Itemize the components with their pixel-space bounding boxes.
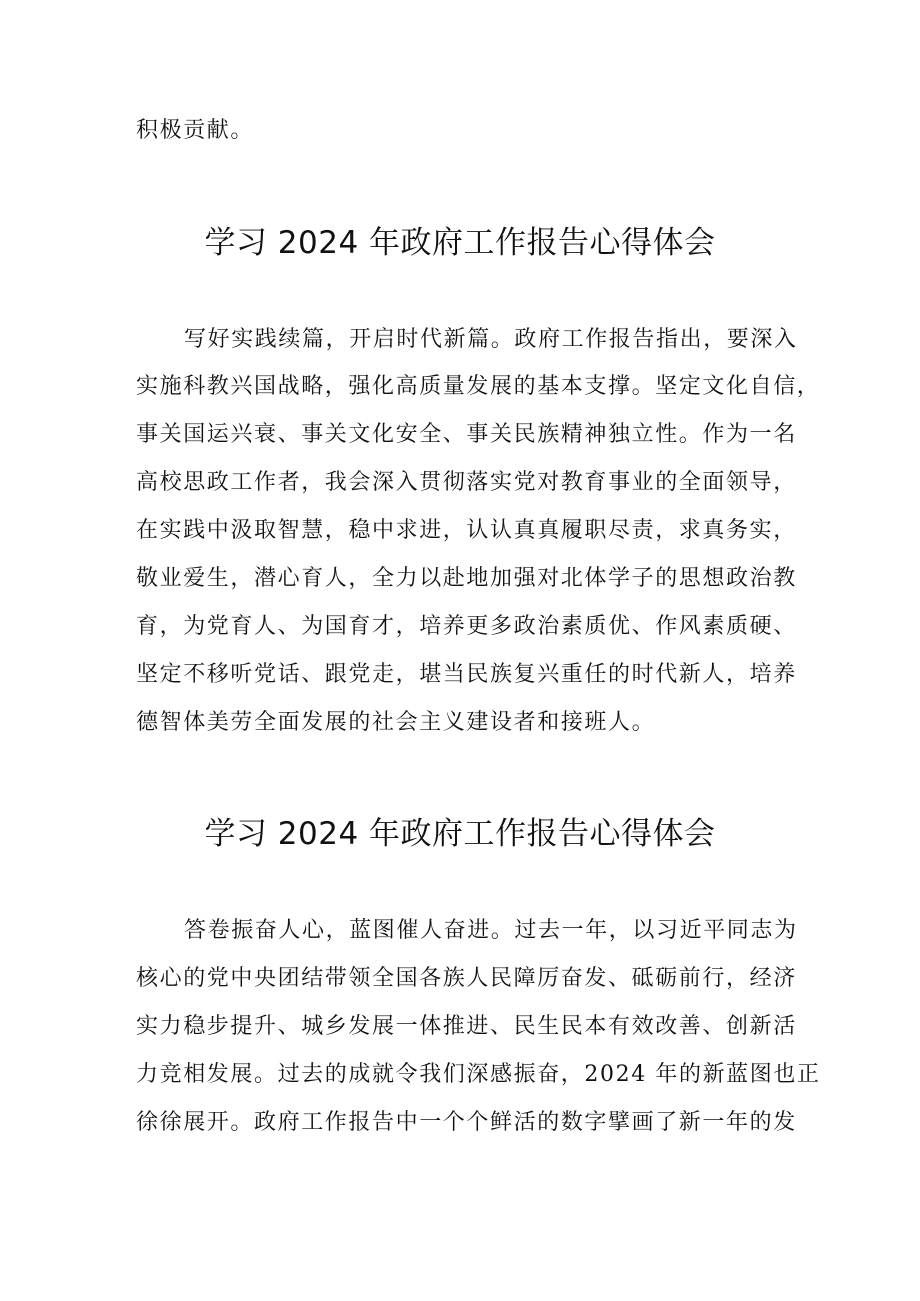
section-1-line: 坚定不移听党话、跟党走，堪当民族复兴重任的时代新人，培养 <box>136 662 797 687</box>
section-1-line: 育，为党育人、为国育才，培养更多政治素质优、作风素质硬、 <box>136 614 797 639</box>
section-2-line: 核心的党中央团结带领全国各族人民障厉奋发、砥砺前行，经济 <box>136 966 797 991</box>
section-1-line: 在实践中汲取智慧，稳中求进，认认真真履职尽责，求真务实， <box>136 518 797 543</box>
section-2-title: 学习 2024 年政府工作报告心得体会 <box>204 816 716 852</box>
section-2-line: 实力稳步提升、城乡发展一体推进、民生民本有效改善、创新活 <box>136 1014 797 1039</box>
section-2-line: 力竞相发展。过去的成就令我们深感振奋，2024 年的新蓝图也正 <box>136 1062 821 1087</box>
section-1-title: 学习 2024 年政府工作报告心得体会 <box>204 225 716 261</box>
section-1-line: 实施科教兴国战略，强化高质量发展的基本支撑。坚定文化自信， <box>136 374 821 399</box>
paragraph-fragment: 积极贡献。 <box>136 118 255 143</box>
section-2-line: 徐徐展开。政府工作报告中一个个鲜活的数字擘画了新一年的发 <box>136 1110 797 1135</box>
section-2-line: 答卷振奋人心，蓝图催人奋进。过去一年，以习近平同志为 <box>184 918 798 943</box>
section-1-line: 高校思政工作者，我会深入贯彻落实党对教育事业的全面领导， <box>136 470 797 495</box>
section-1-line: 德智体美劳全面发展的社会主义建设者和接班人。 <box>136 710 656 735</box>
section-1-line: 敬业爱生，潜心育人，全力以赴地加强对北体学子的思想政治教 <box>136 566 797 591</box>
section-1-line: 写好实践续篇，开启时代新篇。政府工作报告指出，要深入 <box>184 327 798 352</box>
section-1-line: 事关国运兴衰、事关文化安全、事关民族精神独立性。作为一名 <box>136 422 797 447</box>
